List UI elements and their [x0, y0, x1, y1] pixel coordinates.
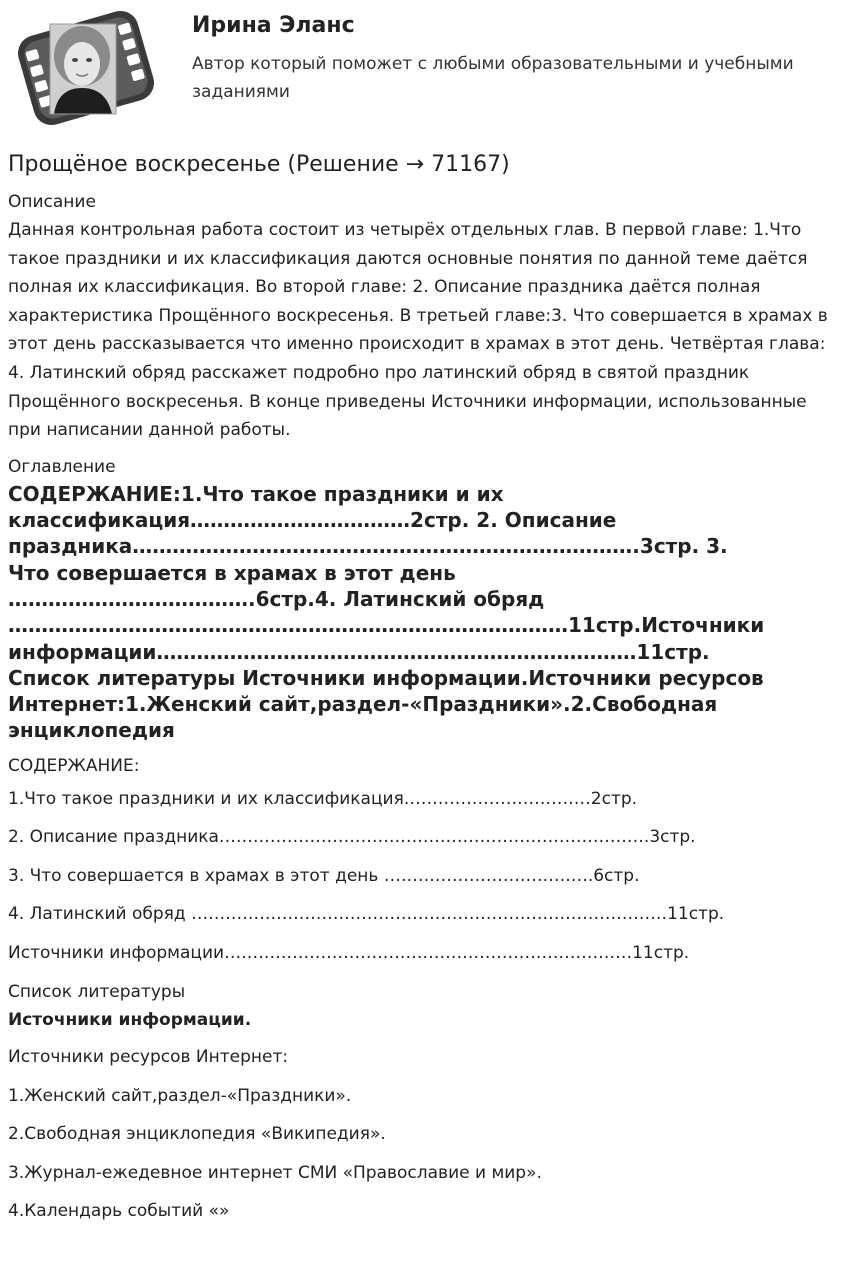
sources-list [8, 1046, 839, 1222]
author-name[interactable]: Ирина Эланс [192, 13, 355, 38]
toc-heading-line: информации………………………………………………………………11стр. [8, 639, 710, 664]
author-avatar [14, 8, 158, 128]
source-item: 1.Женский сайт,раздел-«Праздники». [8, 1085, 352, 1106]
toc-heading-line: Список литературы Источники информации.Источники ресурсов [8, 665, 764, 690]
toc-heading-line: …………………………………………………………………………11стр.Источники [8, 613, 765, 638]
contents-label: СОДЕРЖАНИЕ: [8, 755, 140, 776]
contents-item: 3. Что совершается в храмах в этот день ……………………………….6стр. [8, 865, 640, 886]
toc-heading-line: классификация……………………………2стр. 2. Описание [8, 508, 617, 533]
toc-label: Оглавление [8, 456, 116, 477]
description-label: Описание [8, 192, 96, 212]
source-item: 3.Журнал-ежедевное интернет СМИ «Православие и мир». [8, 1162, 542, 1183]
literature-label: Список литературы [8, 982, 186, 1003]
document-title: Прощёное воскресенье (Решение → 71167) [8, 152, 510, 177]
contents-list [8, 788, 839, 964]
internet-label: Источники ресурсов Интернет: [8, 1047, 289, 1068]
toc-heading-line: ……………………………….6стр.4. Латинский обряд [8, 586, 545, 611]
contents-item: 2. Описание праздника………………………………………………………………….3стр. [8, 827, 696, 848]
contents-item: 1.Что такое праздники и их классификация……………………………2стр. [8, 788, 638, 809]
toc-heading-line: праздника………………………………………………………………….3стр. 3. [8, 534, 728, 559]
description-text: Данная контрольная работа состоит из четырёх отдельных глав. В первой главе: 1.Что такое праздники и их классификация даются основные понятия по данной теме даётся полная их классификация. Во второй главе: 2. Описание праздника даётся полная характеристика Прощённого воскресенья. В третьей главе:3. Что совершается в храмах в этот день рассказывается что именно происходит в храмах в этот день. Четвёртая глава: 4. Латинский обряд расскажет подробно про латинский обряд в святой праздник Прощённого воскресенья. В конце приведены Источники информации, использованные при написании данной работы. [8, 220, 828, 441]
toc-heading-line: СОДЕРЖАНИЕ:1.Что такое праздники и их [8, 481, 504, 506]
author-description: Автор который поможет с любыми образовательными и учебными заданиями [192, 54, 794, 102]
source-item: 2.Свободная энциклопедия «Википедия». [8, 1124, 386, 1145]
author-header [8, 0, 839, 142]
contents-item: Источники информации………………………………………………………………11стр. [8, 942, 690, 963]
toc-heading-line: энциклопедия [8, 718, 175, 743]
contents-item: 4. Латинский обряд …………………………………………………………………………11стр. [8, 904, 725, 925]
toc-heading-line: Что совершается в храмах в этот день [8, 560, 456, 585]
toc-heading [8, 481, 839, 744]
source-item: 4.Календарь событий «» [8, 1201, 230, 1222]
toc-heading-line: Интернет:1.Женский сайт,раздел-«Праздники».2.Свободная [8, 692, 718, 717]
sources-heading: Источники информации. [8, 1010, 252, 1031]
